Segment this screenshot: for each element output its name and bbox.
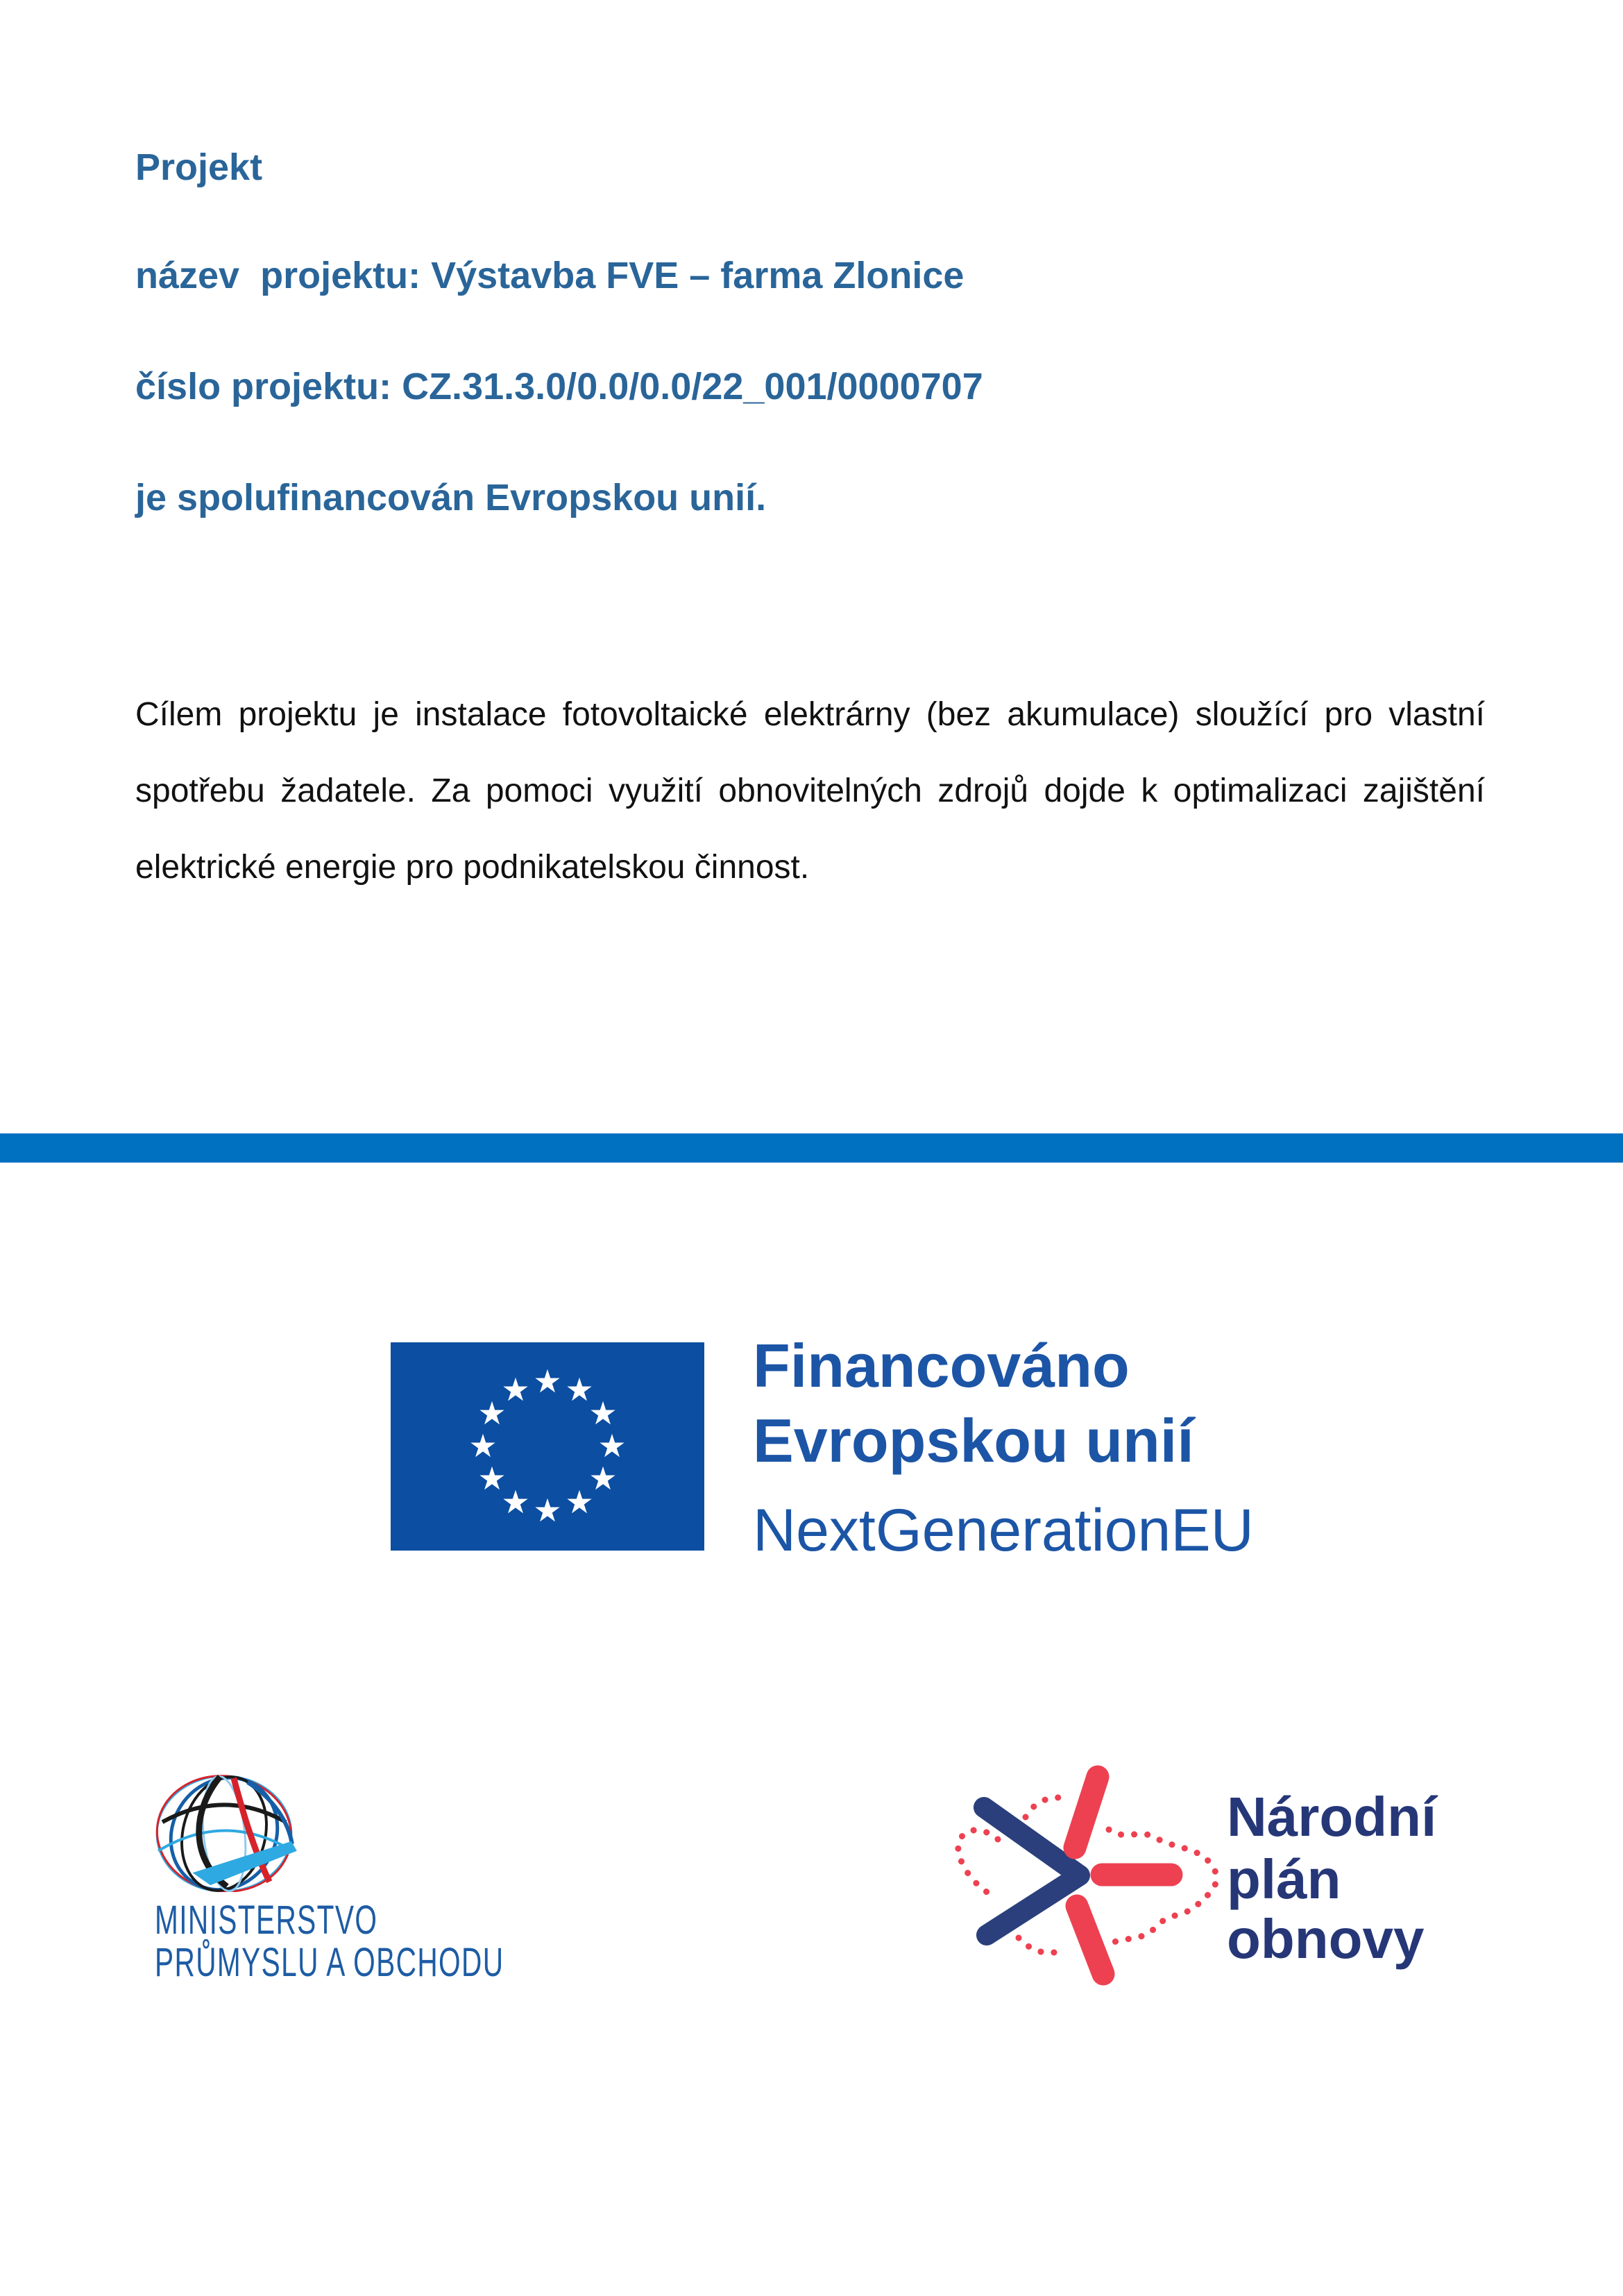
project-description-paragraph: Cílem projektu je instalace fotovoltaické elektrárny (bez akumulace) sloužící pro vlastní spotřebu žadatele. Za pomoci využití obnovitelných zdrojů dojde k optimalizaci zajištění elektrické energie pro podnikatelskou činnost. — [135, 696, 1485, 886]
eu-flag — [391, 1342, 704, 1551]
blue-divider-bar — [0, 1133, 1623, 1163]
ministry-caption-line2: PRŮMYSLU A OBCHODU — [155, 1940, 504, 1985]
cofinance-line: je spolufinancován Evropskou unií. — [135, 477, 767, 518]
ministry-caption-line1: MINISTERSTVO — [155, 1898, 378, 1943]
eu-star-icon: ★ — [565, 1371, 594, 1408]
eu-star-icon: ★ — [597, 1428, 627, 1464]
page-title: Projekt — [135, 146, 263, 188]
eu-star-icon: ★ — [501, 1371, 530, 1408]
eu-star-icon: ★ — [501, 1484, 530, 1521]
eu-star-icon: ★ — [477, 1395, 507, 1432]
eu-star-icon: ★ — [533, 1363, 562, 1400]
npo-caption-plan: plán — [1227, 1848, 1341, 1910]
eu-star-icon: ★ — [565, 1484, 594, 1521]
eu-caption-financovano: Financováno — [753, 1331, 1130, 1400]
eu-star-icon: ★ — [477, 1460, 507, 1497]
eu-caption-evropskou-unii: Evropskou unií — [753, 1406, 1194, 1475]
npo-caption-narodni: Národní — [1227, 1786, 1437, 1848]
project-number-line: číslo projektu: CZ.31.3.0/0.0/0.0/22_001/0000707 — [135, 366, 983, 407]
npo-caption-obnovy: obnovy — [1227, 1908, 1425, 1970]
project-name-line: název projektu: Výstavba FVE – farma Zlonice — [135, 255, 965, 296]
eu-caption-nextgenerationeu: NextGenerationEU — [753, 1497, 1254, 1564]
npo-chevron-icon — [944, 1763, 1235, 1992]
eu-star-icon: ★ — [468, 1428, 498, 1464]
eu-star-icon: ★ — [533, 1492, 562, 1529]
eu-star-icon: ★ — [588, 1460, 618, 1497]
eu-star-icon: ★ — [588, 1395, 618, 1432]
ministry-globe-icon — [151, 1769, 298, 1892]
